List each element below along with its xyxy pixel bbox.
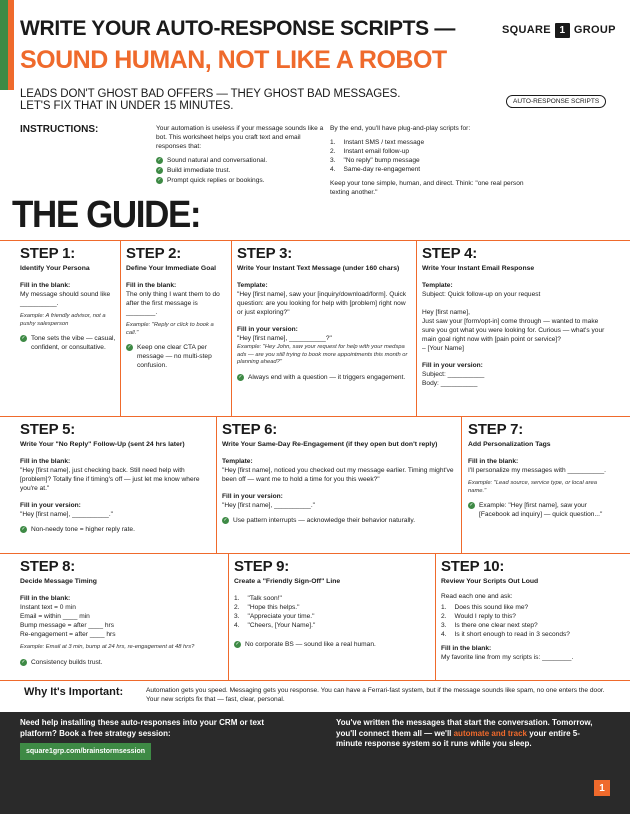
- logo-text-right: GROUP: [573, 24, 616, 36]
- step-note: ✓ Always end with a question — it triggers engagement.: [238, 373, 406, 381]
- check-circle-icon: ✓: [157, 177, 162, 183]
- step-number: STEP 2:: [126, 245, 182, 262]
- step-body: The only thing I want them to do after the first message is ________.: [126, 291, 220, 316]
- deliverables-outro: Keep your tone simple, human, and direct. Think: "one real person texting another.": [330, 180, 524, 196]
- check-circle-icon: ✓: [238, 373, 243, 380]
- signoff-list: [234, 594, 430, 630]
- list-item: 3. "Appreciate your time.": [234, 613, 315, 620]
- page-title-line1: WRITE YOUR AUTO-RESPONSE SCRIPTS —: [20, 17, 456, 40]
- list-item: 2. Instant email follow-up: [330, 148, 410, 155]
- check-circle-icon: ✓: [21, 658, 26, 665]
- step-label: Fill in the blank:: [20, 282, 71, 289]
- list-item: 2. Would I reply to this?: [441, 613, 516, 620]
- step-title: Write Your Instant Text Message (under 160 chars): [237, 265, 400, 272]
- page-corner-logo-icon: 1: [594, 780, 610, 796]
- list-item: 3. Is there one clear next step?: [441, 622, 538, 629]
- divider: [0, 553, 630, 554]
- list-item: 1. Instant SMS / text message: [330, 139, 425, 146]
- step-number: STEP 9:: [234, 558, 290, 575]
- step-body: "Hey [first name], just checking back. Still need help with [problem]? Totally fine if timing's off — just let me know where you're at.": [20, 467, 200, 492]
- step-3-card: [237, 246, 411, 382]
- step-example: Example: Email at 3 min, bump at 24 hrs, re-engagement at 48 hrs?: [20, 644, 195, 650]
- check-circle-icon: ✓: [21, 526, 26, 532]
- step-label: Fill in the blank:: [20, 595, 71, 602]
- check-circle-icon: ✓: [21, 335, 26, 341]
- subtitle-line1: LEADS DON'T GHOST BAD OFFERS — THEY GHOST BAD MESSAGES.: [20, 88, 401, 100]
- list-item: 1. Does this sound like me?: [441, 604, 529, 611]
- timing-line: Instant text = 0 min: [20, 604, 76, 611]
- instruction-check-item: ✓ Prompt quick replies or bookings.: [157, 177, 265, 184]
- step-number: STEP 3:: [237, 245, 293, 262]
- step-title: Review Your Scripts Out Loud: [441, 578, 539, 585]
- strategy-session-link-button[interactable]: square1grp.com/brainstormsession: [20, 743, 151, 760]
- list-item: 4. Is it short enough to read in 3 seconds?: [441, 631, 570, 638]
- email-signoff: – [Your Name]: [422, 345, 464, 352]
- step-4-card: [422, 246, 608, 388]
- divider: [461, 416, 462, 553]
- timing-line: Bump message = after ____ hrs: [20, 622, 115, 629]
- divider: [216, 416, 217, 553]
- step-title: Write Your Same-Day Re-Engagement (if they open but don't reply): [222, 441, 438, 448]
- page-subtitle: [20, 88, 400, 112]
- divider: [416, 240, 417, 416]
- step-example: Example: "Lead source, service type, or local area name.": [468, 480, 598, 494]
- list-item: 4. Same-day re-engagement: [330, 166, 421, 173]
- step-number: STEP 4:: [422, 245, 478, 262]
- step-number: STEP 7:: [468, 421, 524, 438]
- page-title-line2: SOUND HUMAN, NOT LIKE A ROBOT: [20, 46, 447, 74]
- step-label-2: Fill in your version:: [20, 502, 81, 509]
- deliverables-intro: By the end, you'll have plug-and-play scripts for:: [330, 125, 471, 132]
- step-title: Create a "Friendly Sign-Off" Line: [234, 578, 341, 585]
- step-body-2: "Hey [first name], __________.": [20, 511, 114, 518]
- square1-logo: [502, 21, 616, 39]
- divider: [231, 240, 232, 416]
- logo-text-left: SQUARE: [502, 24, 551, 36]
- step-number: STEP 8:: [20, 558, 76, 575]
- step-label: Fill in the blank:: [441, 645, 492, 652]
- check-circle-icon: ✓: [157, 157, 162, 163]
- step-label-2: Fill in your version:: [222, 493, 283, 500]
- list-item: 1. "Talk soon!": [234, 595, 282, 602]
- step-label: Template:: [422, 282, 453, 289]
- step-label-2: Fill in your version:: [422, 362, 483, 369]
- step-2-card: [126, 246, 226, 370]
- footer-next-text: You've written the messages that start the conversation. Tomorrow, you'll connect them all — we'll automate and track your entire 5-minute response system so it runs while you sleep.: [336, 718, 593, 748]
- instructions-deliverables: [330, 124, 540, 197]
- check-circle-icon: ✓: [127, 344, 132, 350]
- divider: [435, 553, 436, 680]
- step-example: Example: "Hey John, saw your request for help with your medspa ads — are you still trying to book more appointments this month or planning ahead?": [237, 344, 408, 365]
- step-body-2: "Hey [first name], __________?": [237, 335, 332, 342]
- step-label-2: Fill in your version:: [237, 326, 298, 333]
- step-6-card: [222, 422, 456, 525]
- review-list: [441, 603, 617, 639]
- auto-response-badge: AUTO-RESPONSE SCRIPTS: [506, 95, 606, 108]
- timing-line: Re-engagement = after ____ hrs: [20, 631, 116, 638]
- instructions-intro: Your automation is useless if your message sounds like a bot. This worksheet helps you craft text and email responses that:: [156, 125, 324, 150]
- step-body: My favorite line from my scripts is: ________.: [441, 654, 574, 661]
- step-body: My message should sound like __________.: [20, 291, 111, 307]
- footer-cta-text: Need help installing these auto-responses into your CRM or text platform? Book a free strategy session:: [20, 718, 265, 738]
- instruction-check-item: ✓ Sound natural and conversational.: [157, 157, 268, 164]
- step-example: Example: "Reply or click to book a call.": [126, 322, 214, 336]
- green-accent-bar: [0, 0, 8, 90]
- instruction-check-item: ✓ Build immediate trust.: [157, 167, 231, 174]
- step-example: Example: A friendly advisor, not a pushy salesperson: [20, 313, 106, 327]
- check-circle-icon: ✓: [235, 641, 240, 647]
- step-body: I'll personalize my messages with __________.: [468, 467, 606, 474]
- body-field[interactable]: Body: __________: [422, 380, 478, 387]
- step-title: Add Personalization Tags: [468, 441, 551, 448]
- list-item: 2. "Hope this helps.": [234, 604, 300, 611]
- step-note: ✓ No corporate BS — sound like a real human.: [235, 641, 376, 648]
- step-number: STEP 5:: [20, 421, 76, 438]
- check-circle-icon: ✓: [157, 167, 162, 173]
- subtitle-line2: LET'S FIX THAT IN UNDER 15 MINUTES.: [20, 100, 234, 112]
- divider: [120, 240, 121, 416]
- divider: [228, 553, 229, 680]
- step-title: Define Your Immediate Goal: [126, 265, 217, 272]
- step-10-card: [441, 559, 617, 662]
- instructions-body: [156, 124, 324, 185]
- step-number: STEP 1:: [20, 245, 76, 262]
- step-note: ✓ Consistency builds trust.: [21, 658, 103, 666]
- step-number: STEP 6:: [222, 421, 278, 438]
- why-body: Automation gets you speed. Messaging gets you response. You can have a Ferrari-fast system, but if the message sounds like spam, no one enters the door. Your new scripts fix that — fast, clear, personal.: [146, 687, 605, 703]
- timing-line: Email = within ____ min: [20, 613, 90, 620]
- step-1-card: [20, 246, 116, 352]
- why-heading: Why It's Important:: [24, 686, 124, 698]
- step-label: Fill in the blank:: [20, 458, 71, 465]
- divider: [0, 240, 630, 241]
- step-body-2: "Hey [first name], __________.": [222, 502, 316, 509]
- guide-heading: THE GUIDE:: [12, 194, 201, 236]
- step-body: "Hey [first name], noticed you checked out my message earlier. Timing might've been off — want me to hold a time for you this week?": [222, 467, 454, 483]
- step-note: ✓ Non-needy tone = higher reply rate.: [21, 526, 135, 533]
- step-9-card: [234, 559, 430, 649]
- email-subject-template: Subject: Quick follow-up on your request: [422, 291, 541, 298]
- review-intro: Read each one and ask:: [441, 593, 513, 600]
- list-item: 4. "Cheers, [Your Name].": [234, 622, 316, 629]
- step-title: Decide Message Timing: [20, 578, 97, 585]
- divider: [0, 416, 630, 417]
- step-note: ✓ Keep one clear CTA per message — no multi-step confusion.: [127, 344, 212, 369]
- step-note: ✓ Tone sets the vibe — casual, confident, or consultative.: [21, 335, 116, 351]
- divider: [0, 680, 630, 681]
- step-title: Write Your Instant Email Response: [422, 265, 535, 272]
- check-circle-icon: ✓: [469, 502, 474, 508]
- highlight-text: automate and track: [453, 728, 527, 738]
- instructions-heading: INSTRUCTIONS:: [20, 124, 99, 135]
- orange-accent-bar: [8, 0, 14, 90]
- step-7-card: [468, 422, 610, 519]
- step-8-card: [20, 559, 224, 667]
- check-circle-icon: ✓: [223, 517, 228, 523]
- step-body: "Hey [first name], saw your [inquiry/download/form]. Quick question: are you looking for help with [problem] right now or just exploring?": [237, 291, 407, 316]
- step-5-card: [20, 422, 210, 534]
- step-label: Template:: [237, 282, 268, 289]
- step-number: STEP 10:: [441, 558, 505, 575]
- step-label: Template:: [222, 458, 253, 465]
- email-greeting: Hey [first name],: [422, 309, 471, 316]
- list-item: 3. "No reply" bump message: [330, 157, 420, 164]
- step-title: Write Your "No Reply" Follow-Up (sent 24 hrs later): [20, 441, 185, 448]
- step-label: Fill in the blank:: [126, 282, 177, 289]
- step-title: Identify Your Persona: [20, 265, 90, 272]
- logo-box-icon: 1: [555, 23, 570, 38]
- subject-field[interactable]: Subject: __________: [422, 371, 485, 378]
- step-note: ✓ Use pattern interrupts — acknowledge their behavior naturally.: [223, 517, 416, 524]
- email-body-template: Just saw your [form/opt-in] come through — wanted to make sure you got what you were looking for. Curious — what's your main goal right now with [pain point or service]?: [422, 318, 605, 343]
- step-note: ✓ Example: "Hey [first name], saw your [Facebook ad inquiry] — quick question...": [469, 502, 603, 518]
- step-label: Fill in the blank:: [468, 458, 519, 465]
